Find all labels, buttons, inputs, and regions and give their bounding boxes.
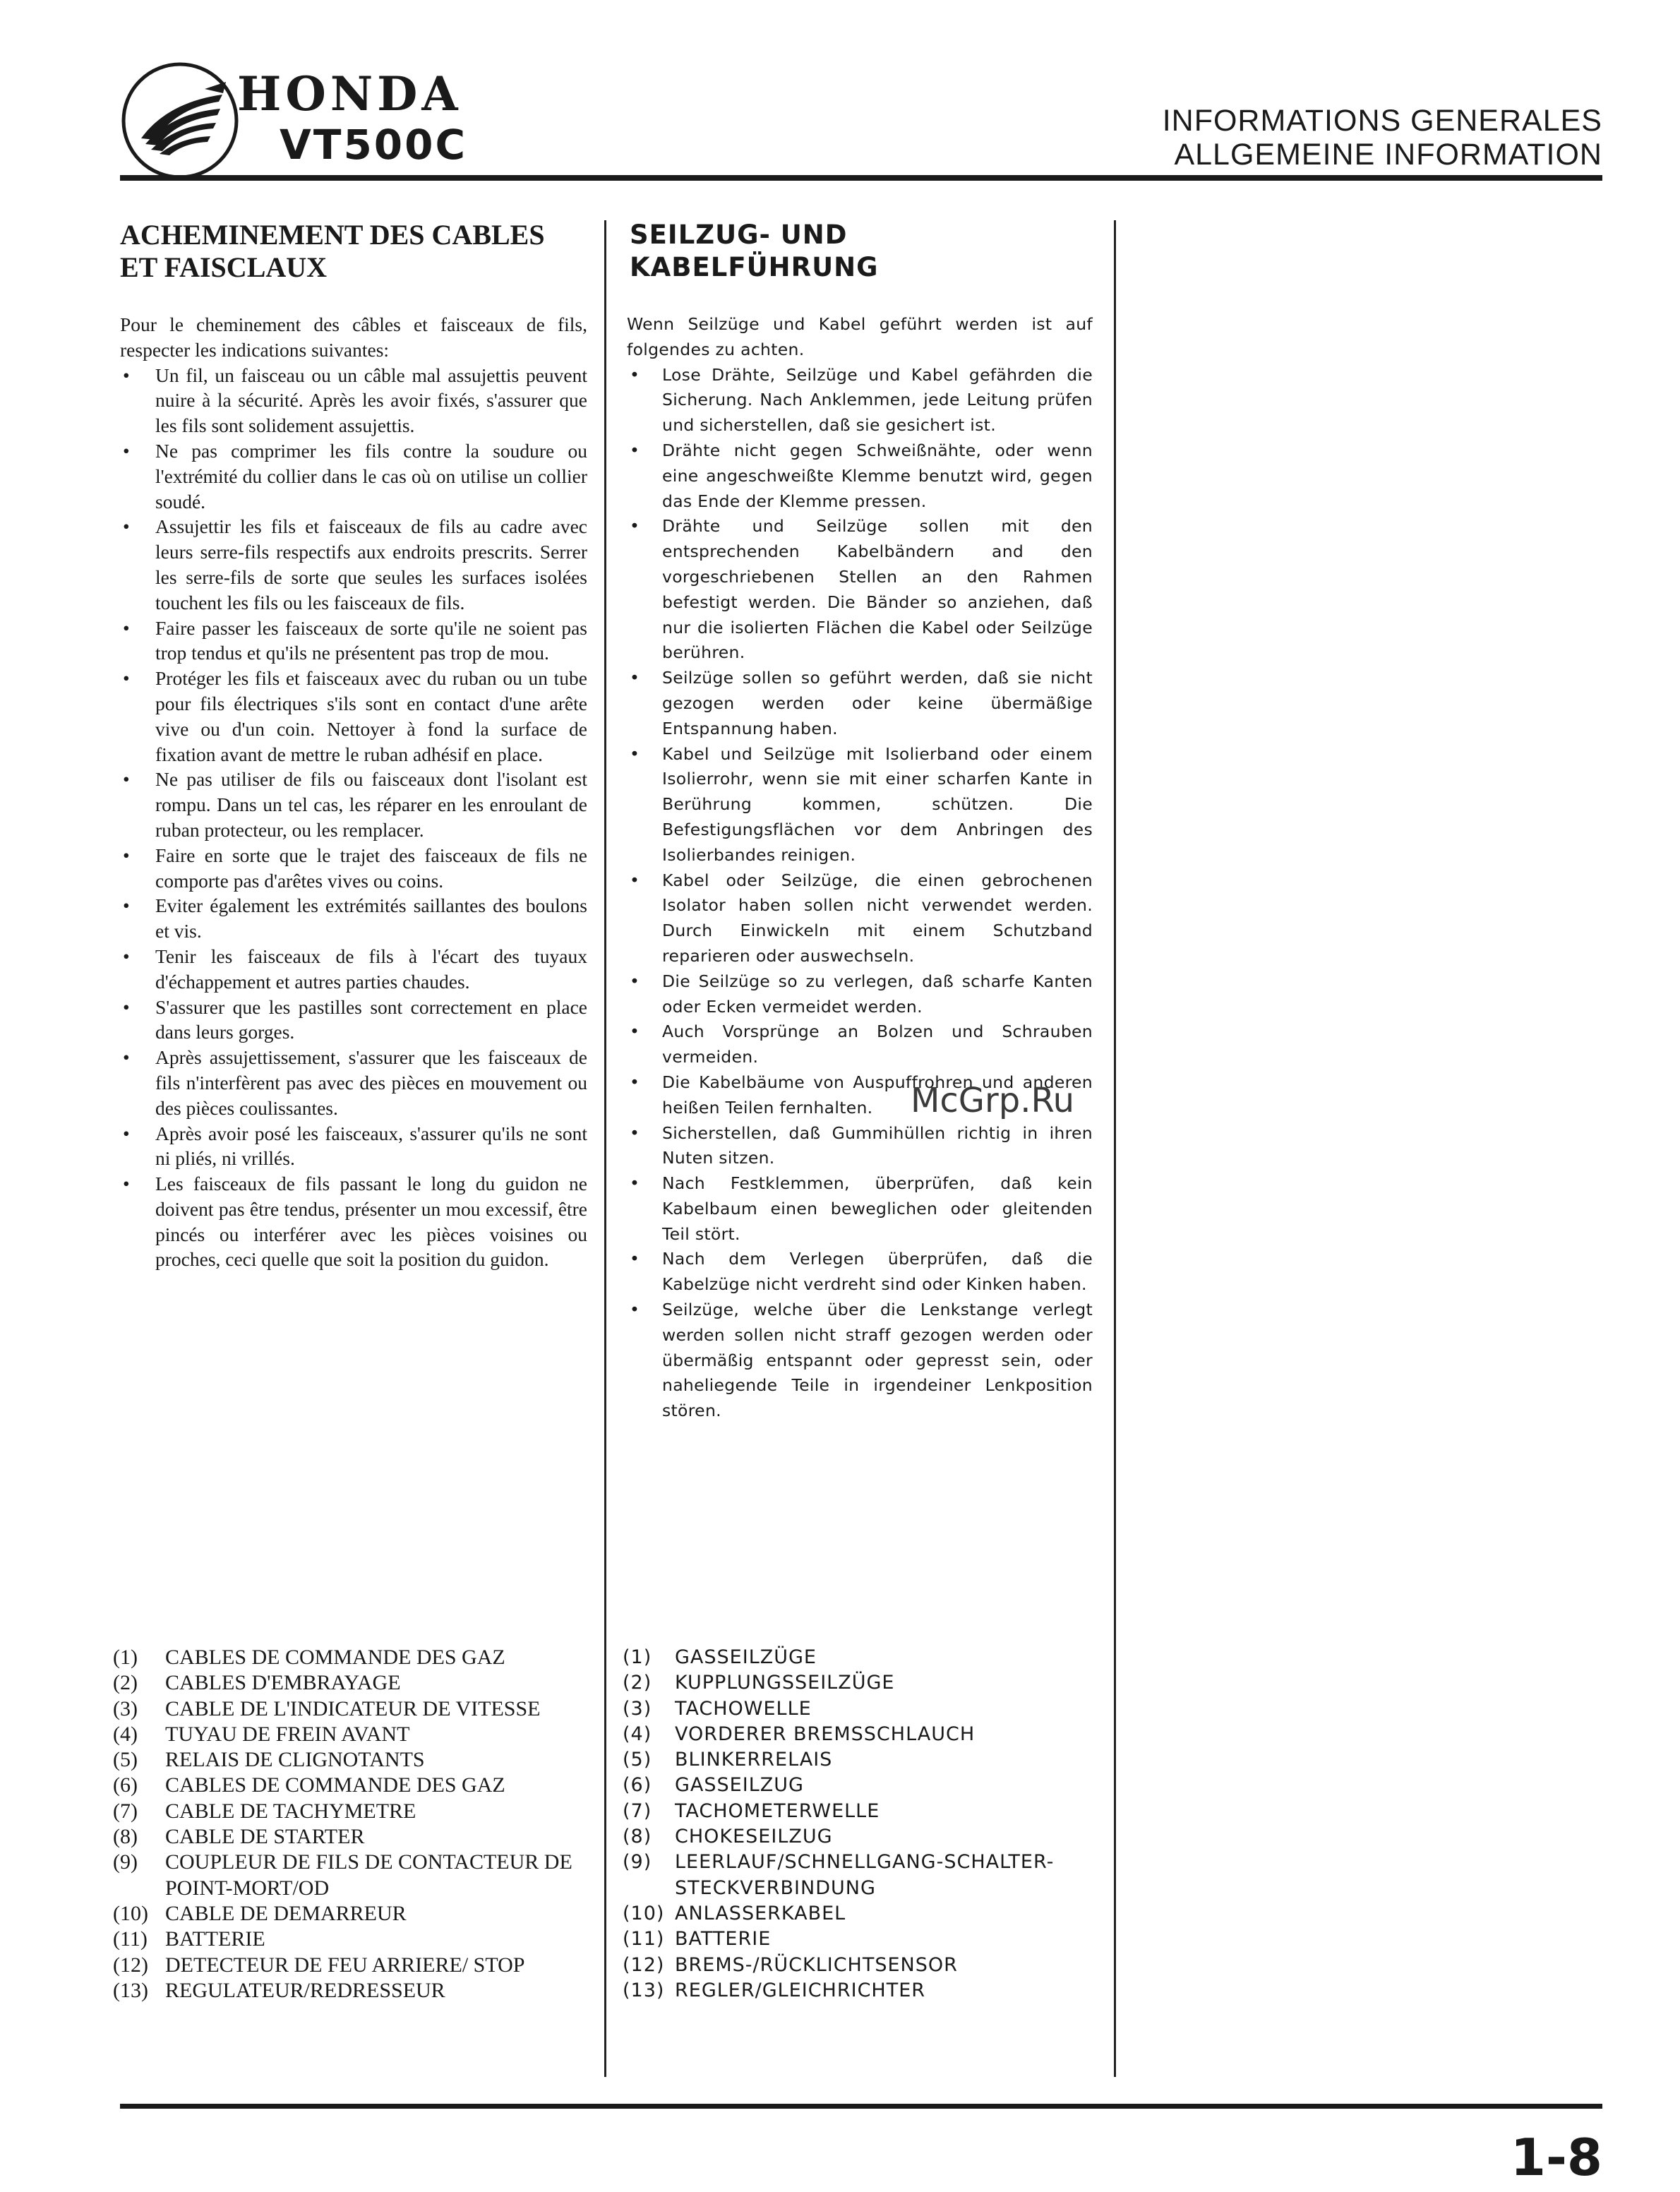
legend-item bbox=[623, 1824, 1103, 1850]
list-item: • Protéger les fils et faisceaux avec du ruban ou un tube pour fils électriques s'ils sont en contact d'une arête vive ou d'un coin. Nettoyer à fond la surface de fixation avant de mettre le ruban adhésif en place. bbox=[120, 666, 587, 767]
legend-item bbox=[113, 1696, 593, 1722]
list-item: • Eviter également les extrémités saillantes des boulons et vis. bbox=[120, 893, 587, 944]
section-title-de: ALLGEMEINE INFORMATION bbox=[1174, 138, 1602, 172]
legend-item bbox=[623, 1799, 1103, 1824]
legend-number: (10) bbox=[623, 1902, 665, 1924]
heading-de bbox=[630, 219, 1096, 284]
legend-number: (9) bbox=[623, 1851, 652, 1874]
legend-number: (5) bbox=[113, 1748, 138, 1772]
section-title-fr: INFORMATIONS GENERALES bbox=[1162, 104, 1602, 138]
legend-number: (11) bbox=[623, 1928, 665, 1951]
list-item: • Seilzüge, welche über die Lenkstange verlegt werden sollen nicht straff gezogen werden oder übermäßig entspannt oder gepresst sein, oder naheliegende Teile in irgendeiner Lenkposition stören. bbox=[627, 1298, 1093, 1424]
legend-item bbox=[113, 1773, 593, 1798]
list-item: • Nach dem Verlegen überprüfen, daß die Kabelzüge nicht verdreht sind oder Kinken haben. bbox=[627, 1247, 1093, 1298]
legend-item bbox=[623, 1850, 1103, 1901]
heading-fr-line2: ET FAISCLAUX bbox=[120, 251, 328, 283]
column-divider-left bbox=[604, 220, 606, 2077]
legend-text: BLINKERRELAIS bbox=[675, 1749, 833, 1771]
legend-number: (12) bbox=[623, 1953, 665, 1976]
list-item: • Lose Drähte, Seilzüge und Kabel gefährden die Sicherung. Nach Anklemmen, jede Leitung prüfen und sicherstellen, daß sie gesichert ist. bbox=[627, 363, 1093, 438]
list-item: • Assujettir les fils et faisceaux de fils au cadre avec leurs serre-fils respectifs aux endroits prescrits. Serrer les serre-fils de sorte que seules les surfaces isolées touchent les fils ou les faisceaux de fils. bbox=[120, 514, 587, 615]
legend-text: COUPLEUR DE FILS DE CONTACTEUR DE POINT-MORT/OD bbox=[165, 1850, 572, 1900]
legend-text: RELAIS DE CLIGNOTANTS bbox=[165, 1748, 425, 1772]
list-item: • Drähte und Seilzüge sollen mit den entsprechenden Kabelbändern and den vorgeschriebenen Stellen an den Rahmen befestigt werden. Die Bänder so anziehen, daß nur die isolierten Flächen die Kabel oder Seilzüge berühren. bbox=[627, 514, 1093, 666]
body-de bbox=[627, 312, 1093, 1424]
heading-fr-line1: ACHEMINEMENT DES CABLES bbox=[120, 219, 545, 251]
legend-text: GASSEILZÜGE bbox=[675, 1646, 817, 1668]
legend-number: (3) bbox=[623, 1697, 652, 1720]
bullet-list-de bbox=[627, 363, 1093, 1424]
legend-item bbox=[113, 1722, 593, 1747]
list-item: • Faire passer les faisceaux de sorte qu'ile ne soient pas trop tendus et qu'ils ne présentent pas trop de mou. bbox=[120, 616, 587, 666]
legend-item bbox=[623, 1645, 1103, 1670]
legend-item bbox=[113, 1747, 593, 1773]
list-item: • Nach Festklemmen, überprüfen, daß kein Kabelbaum einen beweglichen oder gleitenden Teil stört. bbox=[627, 1171, 1093, 1247]
legend-item bbox=[623, 1747, 1103, 1773]
list-item: • Kabel oder Seilzüge, die einen gebrochenen Isolator haben sollen nicht verwendet werden. Durch Einwickeln mit einem Schutzband reparieren oder auswechseln. bbox=[627, 868, 1093, 969]
legend-text: ANLASSERKABEL bbox=[675, 1902, 846, 1924]
legend-number: (8) bbox=[623, 1826, 652, 1848]
legend-number: (5) bbox=[623, 1749, 652, 1771]
legend-number: (7) bbox=[623, 1799, 652, 1822]
legend-number: (8) bbox=[113, 1825, 138, 1849]
legend-item bbox=[623, 1927, 1103, 1952]
legend-item bbox=[113, 1799, 593, 1824]
legend-number: (1) bbox=[623, 1646, 652, 1668]
legend-item bbox=[113, 1901, 593, 1927]
legend-text: TACHOWELLE bbox=[675, 1697, 812, 1720]
legend-number: (2) bbox=[623, 1672, 652, 1694]
model-name: VT500C bbox=[280, 121, 468, 169]
legend-de bbox=[623, 1645, 1103, 2004]
legend-number: (4) bbox=[113, 1722, 138, 1746]
legend-text: BREMS-/RÜCKLICHTSENSOR bbox=[675, 1953, 958, 1976]
list-item: • Ne pas utiliser de fils ou faisceaux dont l'isolant est rompu. Dans un tel cas, les réparer en les enroulant de ruban protecteur, ou les remplacer. bbox=[120, 767, 587, 842]
intro-fr: Pour le cheminement des câbles et faisceaux de fils, respecter les indications suivantes: bbox=[120, 313, 587, 361]
legend-text: REGULATEUR/REDRESSEUR bbox=[165, 1978, 445, 2002]
legend-item bbox=[623, 1953, 1103, 1978]
legend-text: BATTERIE bbox=[675, 1928, 772, 1951]
page-number: 1-8 bbox=[1510, 2128, 1602, 2187]
legend-number: (3) bbox=[113, 1696, 138, 1720]
footer-rule bbox=[120, 2104, 1602, 2109]
honda-wing-logo bbox=[120, 61, 240, 181]
column-divider-right bbox=[1114, 220, 1116, 2077]
legend-number: (6) bbox=[623, 1774, 652, 1797]
list-item: • Après avoir posé les faisceaux, s'assurer qu'ils ne sont ni pliés, ni vrillés. bbox=[120, 1121, 587, 1172]
legend-number: (1) bbox=[113, 1646, 138, 1669]
legend-number: (13) bbox=[113, 1978, 148, 2002]
legend-number: (13) bbox=[623, 1979, 665, 2001]
legend-item bbox=[113, 1645, 593, 1670]
legend-item bbox=[113, 1824, 593, 1850]
list-item: • Un fil, un faisceau ou un câble mal assujettis peuvent nuire à la sécurité. Après les avoir fixés, s'assurer que les fils sont solidement assujettis. bbox=[120, 363, 587, 438]
list-item: • Drähte nicht gegen Schweißnähte, oder wenn eine angeschweißte Klemme benutzt wird, gegen das Ende der Klemme pressen. bbox=[627, 438, 1093, 514]
legend-text: TUYAU DE FREIN AVANT bbox=[165, 1722, 410, 1746]
legend-item bbox=[113, 1670, 593, 1696]
legend-text: CABLE DE TACHYMETRE bbox=[165, 1799, 416, 1823]
list-item: • Ne pas comprimer les fils contre la soudure ou l'extrémité du collier dans le cas où on utilise un collier soudé. bbox=[120, 438, 587, 514]
legend-item bbox=[113, 1953, 593, 1978]
legend-text: BATTERIE bbox=[165, 1927, 265, 1951]
legend-number: (11) bbox=[113, 1927, 148, 1951]
legend-item bbox=[623, 1901, 1103, 1927]
bullet-list-fr bbox=[120, 363, 587, 1273]
legend-fr bbox=[113, 1645, 593, 2004]
legend-number: (12) bbox=[113, 1953, 148, 1977]
list-item: • Kabel und Seilzüge mit Isolierband oder einem Isolierrohr, wenn sie mit einer scharfen Kante in Berührung kommen, schützen. Die Befestigungsflächen vor dem Anbringen des Isolierbandes reinigen. bbox=[627, 742, 1093, 868]
list-item: • Faire en sorte que le trajet des faisceaux de fils ne comporte pas d'arêtes vives ou coins. bbox=[120, 843, 587, 894]
heading-de-line1: SEILZUG- UND bbox=[630, 220, 848, 250]
legend-item bbox=[623, 1978, 1103, 2004]
legend-text: KUPPLUNGSSEILZÜGE bbox=[675, 1672, 895, 1694]
watermark: McGrp.Ru bbox=[911, 1081, 1075, 1120]
legend-item bbox=[113, 1850, 593, 1901]
legend-text: DETECTEUR DE FEU ARRIERE/ STOP bbox=[165, 1953, 525, 1977]
legend-item bbox=[623, 1722, 1103, 1747]
list-item: • Auch Vorsprünge an Bolzen und Schrauben vermeiden. bbox=[627, 1019, 1093, 1070]
list-item: • Die Seilzüge so zu verlegen, daß scharfe Kanten oder Ecken vermeidet werden. bbox=[627, 969, 1093, 1020]
list-item: • Seilzüge sollen so geführt werden, daß sie nicht gezogen werden oder keine übermäßige Entspannung haben. bbox=[627, 666, 1093, 741]
legend-text: CABLES DE COMMANDE DES GAZ bbox=[165, 1773, 505, 1797]
legend-item bbox=[113, 1927, 593, 1952]
legend-text: CABLE DE STARTER bbox=[165, 1825, 365, 1849]
list-item: • Die Kabelbäume von Auspuffrohren und anderen heißen Teilen fernhalten. bbox=[627, 1070, 1093, 1121]
legend-text: CABLE DE L'INDICATEUR DE VITESSE bbox=[165, 1696, 541, 1720]
list-item: • Les faisceaux de fils passant le long du guidon ne doivent pas être tendus, présenter un mou excessif, être pincés ou interférer avec les pièces voisines ou proches, ceci quelle que soit la position du guidon. bbox=[120, 1171, 587, 1272]
legend-item bbox=[623, 1696, 1103, 1722]
legend-item bbox=[623, 1670, 1103, 1696]
legend-text: CABLES DE COMMANDE DES GAZ bbox=[165, 1646, 505, 1669]
list-item: • Sicherstellen, daß Gummihüllen richtig in ihren Nuten sitzen. bbox=[627, 1121, 1093, 1172]
legend-number: (7) bbox=[113, 1799, 138, 1823]
list-item: • Après assujettissement, s'assurer que les faisceaux de fils n'interfèrent pas avec des pièces en mouvement ou des pièces coulissantes. bbox=[120, 1045, 587, 1120]
heading-fr bbox=[120, 219, 593, 284]
legend-item bbox=[113, 1978, 593, 2004]
legend-text: CHOKESEILZUG bbox=[675, 1826, 833, 1848]
legend-text: TACHOMETERWELLE bbox=[675, 1799, 880, 1822]
brand-name: HONDA bbox=[237, 66, 462, 121]
header-rule bbox=[120, 175, 1602, 181]
legend-text: GASSEILZUG bbox=[675, 1774, 804, 1797]
list-item: • Tenir les faisceaux de fils à l'écart des tuyaux d'échappement et autres parties chaudes. bbox=[120, 944, 587, 995]
legend-text: LEERLAUF/SCHNELLGANG-SCHALTER-STECKVERBINDUNG bbox=[675, 1851, 1055, 1899]
body-fr bbox=[120, 312, 587, 1272]
legend-text: CABLE DE DEMARREUR bbox=[165, 1901, 407, 1925]
legend-number: (9) bbox=[113, 1850, 138, 1874]
list-item: • S'assurer que les pastilles sont correctement en place dans leurs gorges. bbox=[120, 995, 587, 1046]
legend-number: (4) bbox=[623, 1723, 652, 1745]
legend-number: (6) bbox=[113, 1773, 138, 1797]
legend-number: (2) bbox=[113, 1671, 138, 1695]
intro-de: Wenn Seilzüge und Kabel geführt werden ist auf folgendes zu achten. bbox=[627, 314, 1093, 359]
legend-number: (10) bbox=[113, 1901, 148, 1925]
heading-de-line2: KABELFÜHRUNG bbox=[630, 252, 879, 282]
legend-item bbox=[623, 1773, 1103, 1798]
legend-text: VORDERER BREMSSCHLAUCH bbox=[675, 1723, 976, 1745]
legend-text: CABLES D'EMBRAYAGE bbox=[165, 1671, 401, 1695]
legend-text: REGLER/GLEICHRICHTER bbox=[675, 1979, 926, 2001]
